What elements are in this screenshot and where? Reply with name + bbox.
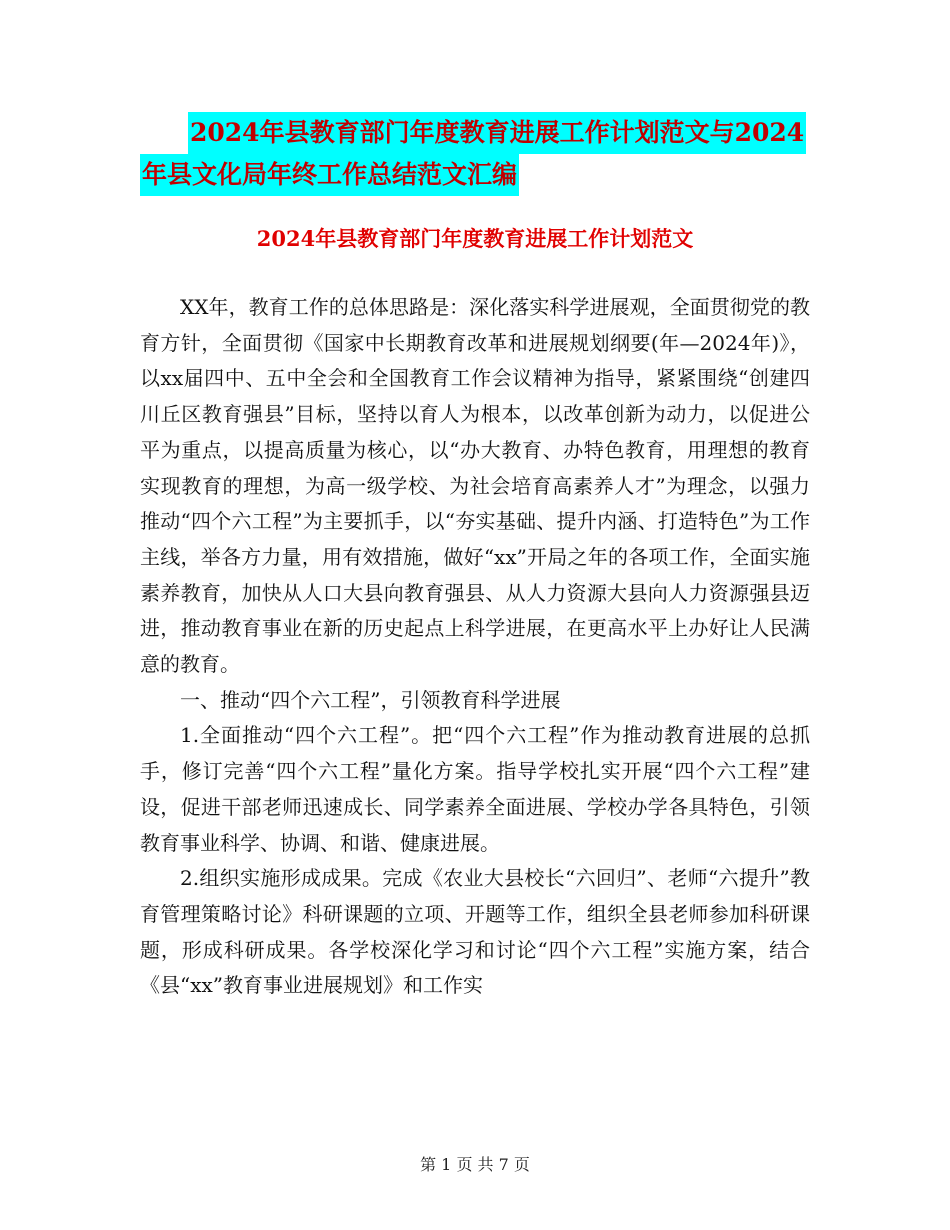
document-title-line-2: 年县文化局年终工作总结范文汇编 — [140, 154, 519, 196]
paragraph-intro: XX年，教育工作的总体思路是：深化落实科学进展观，全面贯彻党的教育方针，全面贯彻《国家中长期教育改革和进展规划纲要(年—2024年)》，以xx届四中、五中全会和全国教育工作会议精神为指导，紧紧围绕“创建四川丘区教育强县”目标，坚持以育人为根本，以改革创新为动力，以促进公平为重点，以提高质量为核心，以“办大教育、办特色教育，用理想的教育实现教育的理想，为高一级学校、为社会培育高素养人才”为理念，以强力推动“四个六工程”为主要抓手，以“夯实基础、提升内涵、打造特色”为工作主线，举各方力量，用有效措施，做好“xx”开局之年的各项工作，全面实施素养教育，加快从人口大县向教育强县、从人力资源大县向人力资源强县迈进，推动教育事业在新的历史起点上科学进展，在更高水平上办好让人民满意的教育。 — [140, 295, 810, 677]
paragraph-heading-1: 一、推动“四个六工程”，引领教育科学进展 — [180, 687, 561, 712]
document-title-line-1: 2024年县教育部门年度教育进展工作计划范文与2024 — [188, 112, 806, 154]
page-footer: 第 1 页 共 7 页 — [420, 1155, 530, 1174]
section-title: 2024年县教育部门年度教育进展工作计划范文 — [256, 226, 694, 251]
paragraph-item-2: 2.组织实施形成成果。完成《农业大县校长“六回归”、老师“六提升”教育管理策略讨论》科研课题的立项、开题等工作，组织全县老师参加科研课题，形成科研成果。各学校深化学习和讨论“四个六工程”实施方案，结合《县“xx”教育事业进展规划》和工作实 — [140, 866, 810, 998]
document-body — [140, 290, 810, 1004]
paragraph-item-1: 1.全面推动“四个六工程”。把“四个六工程”作为推动教育进展的总抓手，修订完善“四个六工程”量化方案。指导学校扎实开展“四个六工程”建设，促进干部老师迅速成长、同学素养全面进展、学校办学各具特色，引领教育事业科学、协调、和谐、健康进展。 — [140, 723, 810, 855]
document-title — [140, 112, 830, 196]
